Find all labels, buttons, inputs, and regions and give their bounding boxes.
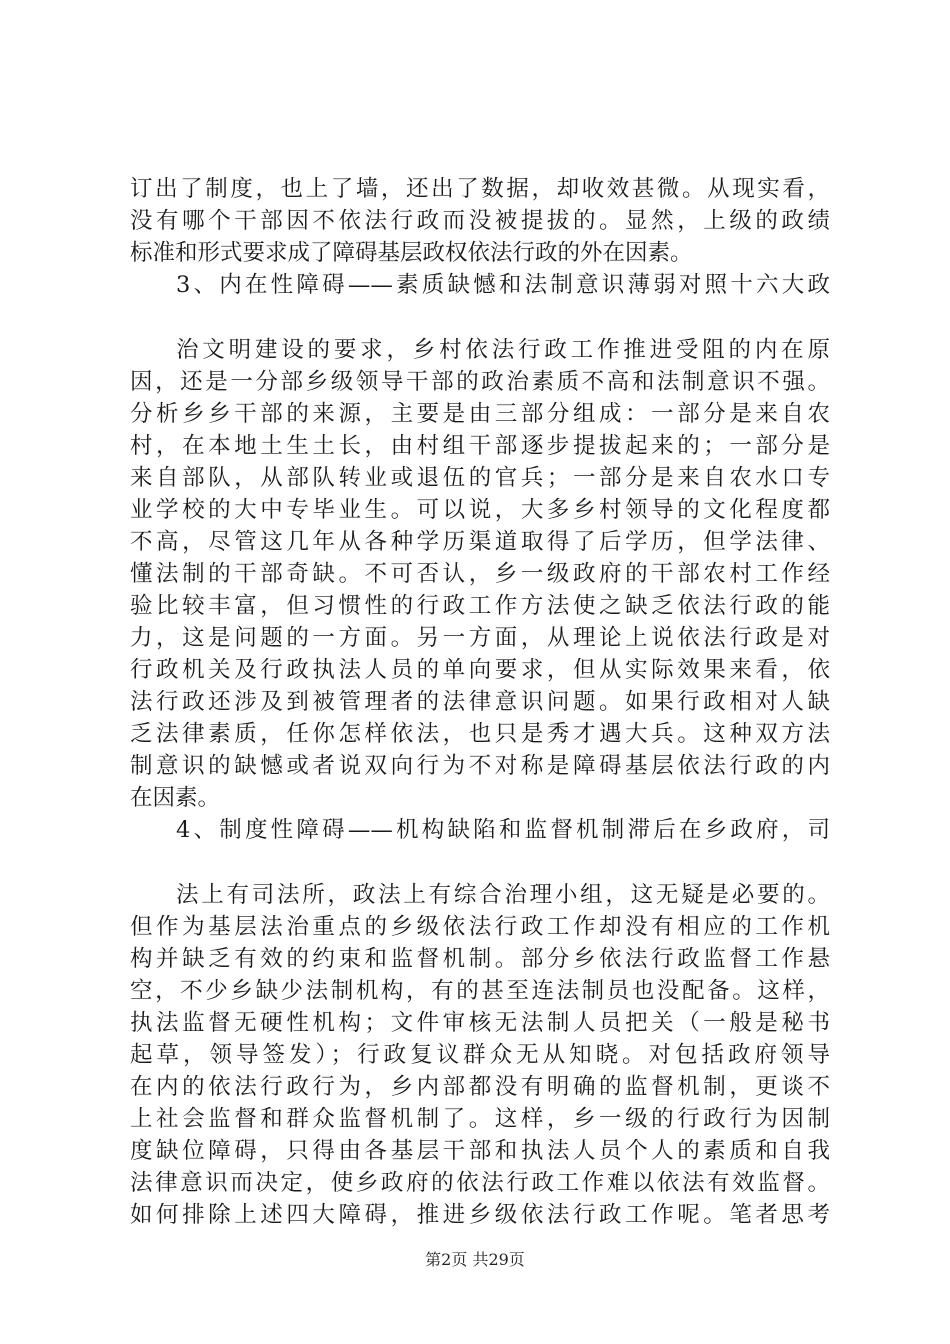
page-number-footer: 第2页 共29页: [425, 1250, 525, 1269]
paragraph-line: 订出了制度，也上了墙，还出了数据，却收效甚微。从现实看，: [130, 176, 830, 202]
paragraph-line: 乏法律素质，任你怎样依法，也只是秀才遇大兵。这种双方法: [130, 721, 830, 747]
section-heading-3: 3、内在性障碍——素质缺憾和法制意识薄弱对照十六大政: [176, 272, 830, 298]
paragraph-line: 验比较丰富，但习惯性的行政工作方法使之缺乏依法行政的能: [130, 593, 830, 619]
paragraph-line: 行政机关及行政执法人员的单向要求，但从实际效果来看，依: [130, 657, 830, 683]
paragraph-line: 如何排除上述四大障碍，推进乡级依法行政工作呢。笔者思考: [130, 1202, 830, 1228]
paragraph-line: 法律意识而决定，使乡政府的依法行政工作难以依法有效监督。: [130, 1170, 830, 1196]
paragraph-line: 度缺位障碍，只得由各基层干部和执法人员个人的素质和自我: [130, 1138, 830, 1164]
paragraph-line: 业学校的大中专毕业生。可以说，大多乡村领导的文化程度都: [130, 497, 830, 523]
paragraph-line: 上社会监督和群众监督机制了。这样，乡一级的行政行为因制: [130, 1106, 830, 1132]
paragraph-line: 但作为基层法治重点的乡级依法行政工作却没有相应的工作机: [130, 914, 830, 940]
paragraph-line: 空，不少乡缺少法制机构，有的甚至连法制员也没配备。这样，: [130, 978, 830, 1004]
paragraph-line: 在因素。: [130, 785, 221, 811]
paragraph-line: 分析乡乡干部的来源，主要是由三部分组成：一部分是来自农: [130, 401, 830, 427]
paragraph-line: 起草，领导签发）；行政复议群众无从知晓。对包括政府领导: [130, 1042, 830, 1068]
paragraph-line: 法行政还涉及到被管理者的法律意识问题。如果行政相对人缺: [130, 689, 830, 715]
section-heading-4: 4、制度性障碍——机构缺陷和监督机制滞后在乡政府，司: [176, 817, 830, 843]
paragraph-line: 制意识的缺憾或者说双向行为不对称是障碍基层依法行政的内: [130, 753, 830, 779]
paragraph-line: 来自部队，从部队转业或退伍的官兵；一部分是来自农水口专: [130, 465, 830, 491]
paragraph-line: 在内的依法行政行为，乡内部都没有明确的监督机制，更谈不: [130, 1074, 830, 1100]
paragraph-line: 力，这是问题的一方面。另一方面，从理论上说依法行政是对: [130, 625, 830, 651]
paragraph-line: 标准和形式要求成了障碍基层政权依法行政的外在因素。: [130, 240, 693, 266]
paragraph-line: 懂法制的干部奇缺。不可否认，乡一级政府的干部农村工作经: [130, 561, 830, 587]
paragraph-line: 执法监督无硬性机构；文件审核无法制人员把关（一般是秘书: [130, 1010, 830, 1036]
paragraph-line: 因，还是一分部乡级领导干部的政治素质不高和法制意识不强。: [130, 369, 830, 395]
paragraph-line: 构并缺乏有效的约束和监督机制。部分乡依法行政监督工作悬: [130, 946, 830, 972]
paragraph-line: 村，在本地土生土长，由村组干部逐步提拔起来的；一部分是: [130, 433, 830, 459]
paragraph-line: 不高，尽管这几年从各种学历渠道取得了后学历，但学法律、: [130, 529, 830, 555]
paragraph-line: 没有哪个干部因不依法行政而没被提拔的。显然，上级的政绩: [130, 208, 830, 234]
paragraph-line: 治文明建设的要求，乡村依法行政工作推进受阻的内在原: [176, 337, 830, 363]
paragraph-line: 法上有司法所，政法上有综合治理小组，这无疑是必要的。: [176, 882, 830, 908]
